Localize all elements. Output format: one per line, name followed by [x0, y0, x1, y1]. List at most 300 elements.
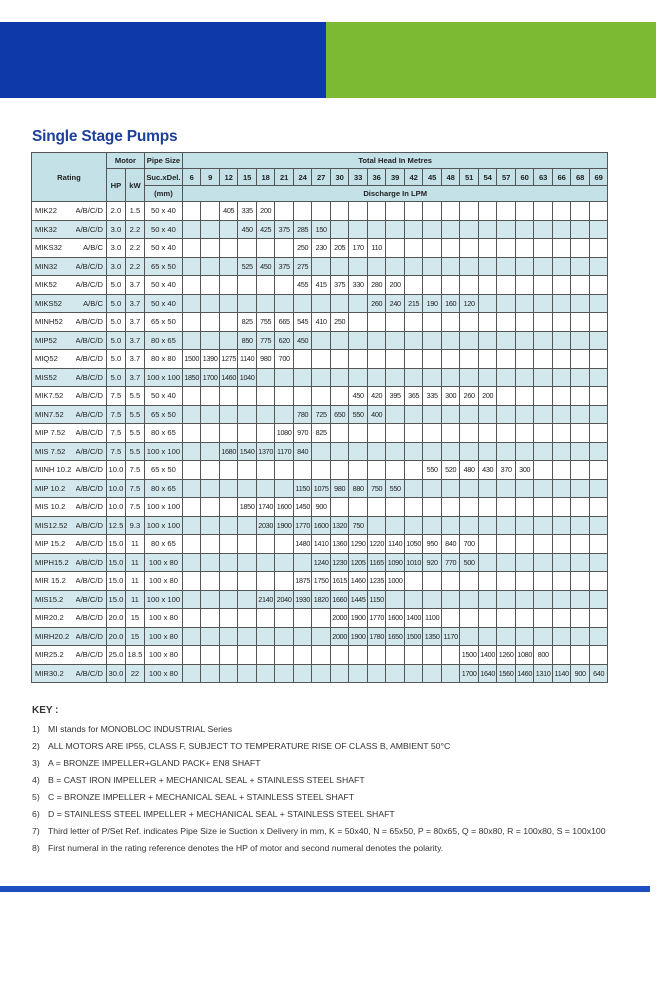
variant-cell: A/B/C/D [76, 535, 107, 554]
discharge-cell [330, 387, 349, 406]
table-row [32, 294, 608, 313]
discharge-cell [441, 276, 460, 295]
total-head-header: Total Head In Metres [182, 153, 608, 169]
kw-cell: 7.5 [125, 461, 144, 480]
head-col: 68 [571, 169, 590, 186]
discharge-cell [534, 313, 553, 332]
hp-cell: 3.0 [106, 239, 125, 258]
discharge-cell [497, 516, 516, 535]
discharge-cell [386, 202, 405, 221]
discharge-cell [219, 479, 238, 498]
discharge-cell: 750 [367, 479, 386, 498]
discharge-cell [441, 239, 460, 258]
model-cell: MIN7.52 [32, 405, 76, 424]
variant-cell: A/B/C/D [76, 405, 107, 424]
hp-cell: 10.0 [106, 479, 125, 498]
discharge-cell: 1600 [386, 609, 405, 628]
discharge-cell [219, 294, 238, 313]
discharge-cell [219, 461, 238, 480]
model-cell: MIK52 [32, 276, 76, 295]
discharge-cell [330, 461, 349, 480]
discharge-cell [404, 257, 423, 276]
discharge-cell [293, 294, 312, 313]
discharge-cell [182, 590, 201, 609]
discharge-cell: 650 [330, 405, 349, 424]
head-col: 30 [330, 169, 349, 186]
discharge-cell [404, 220, 423, 239]
head-col: 33 [349, 169, 368, 186]
table-row [32, 609, 608, 628]
discharge-cell [552, 387, 571, 406]
discharge-cell: 1320 [330, 516, 349, 535]
discharge-cell [404, 424, 423, 443]
discharge-cell [589, 535, 608, 554]
discharge-cell [238, 590, 257, 609]
discharge-cell [552, 424, 571, 443]
discharge-cell [349, 313, 368, 332]
discharge-cell [201, 479, 220, 498]
discharge-cell [441, 516, 460, 535]
discharge-cell [404, 479, 423, 498]
pipe-size-cell: 100 x 80 [144, 572, 182, 591]
discharge-cell [275, 572, 294, 591]
discharge-cell [293, 387, 312, 406]
key-text: First numeral in the rating reference denotes the HP of motor and second numeral denotes the polarity. [48, 843, 444, 853]
discharge-cell: 450 [238, 220, 257, 239]
discharge-cell [423, 202, 442, 221]
discharge-cell [238, 294, 257, 313]
discharge-cell: 1100 [423, 609, 442, 628]
discharge-cell [571, 553, 590, 572]
discharge-cell: 620 [275, 331, 294, 350]
discharge-cell [515, 313, 534, 332]
discharge-cell [219, 276, 238, 295]
key-item [32, 758, 632, 770]
discharge-cell: 2000 [330, 627, 349, 646]
motor-header: Motor [106, 153, 144, 169]
discharge-cell: 1150 [367, 590, 386, 609]
discharge-cell: 1090 [386, 553, 405, 572]
discharge-cell [349, 442, 368, 461]
discharge-cell [423, 405, 442, 424]
discharge-cell [330, 220, 349, 239]
discharge-cell [349, 331, 368, 350]
discharge-cell [275, 479, 294, 498]
discharge-cell [552, 627, 571, 646]
discharge-cell [589, 350, 608, 369]
pipe-size-cell: 100 x 80 [144, 646, 182, 665]
pipe-size-cell: 80 x 65 [144, 331, 182, 350]
discharge-cell [534, 202, 553, 221]
discharge-cell [441, 498, 460, 517]
discharge-cell [367, 646, 386, 665]
table-row [32, 239, 608, 258]
discharge-cell [478, 498, 497, 517]
discharge-cell [367, 442, 386, 461]
head-col: 39 [386, 169, 405, 186]
discharge-cell [571, 627, 590, 646]
discharge-cell: 980 [330, 479, 349, 498]
discharge-cell [386, 313, 405, 332]
discharge-cell [349, 220, 368, 239]
discharge-cell: 840 [441, 535, 460, 554]
discharge-cell [478, 609, 497, 628]
hp-cell: 5.0 [106, 331, 125, 350]
discharge-cell [219, 257, 238, 276]
variant-cell: A/B/C [76, 239, 107, 258]
discharge-cell [201, 627, 220, 646]
discharge-cell [349, 368, 368, 387]
hp-cell: 3.0 [106, 220, 125, 239]
discharge-cell: 2030 [256, 516, 275, 535]
discharge-cell [238, 609, 257, 628]
page-title: Single Stage Pumps [32, 128, 178, 145]
discharge-cell [552, 516, 571, 535]
discharge-cell [460, 368, 479, 387]
discharge-cell [330, 257, 349, 276]
discharge-cell [441, 664, 460, 683]
discharge-cell [182, 498, 201, 517]
discharge-cell: 1075 [312, 479, 331, 498]
discharge-cell [534, 609, 553, 628]
discharge-cell [312, 627, 331, 646]
key-item [32, 826, 632, 838]
discharge-cell [349, 257, 368, 276]
discharge-cell [386, 368, 405, 387]
discharge-cell [460, 572, 479, 591]
discharge-cell [219, 313, 238, 332]
kw-cell: 3.7 [125, 331, 144, 350]
discharge-cell: 1900 [349, 609, 368, 628]
discharge-cell [330, 368, 349, 387]
discharge-cell [201, 572, 220, 591]
discharge-cell [404, 350, 423, 369]
discharge-cell: 450 [293, 331, 312, 350]
discharge-cell [293, 627, 312, 646]
suc-del-header: Suc.xDel. [144, 169, 182, 186]
head-col: 60 [515, 169, 534, 186]
key-item [32, 724, 632, 736]
discharge-cell [589, 572, 608, 591]
discharge-cell: 1640 [478, 664, 497, 683]
discharge-cell: 1350 [423, 627, 442, 646]
kw-cell: 18.5 [125, 646, 144, 665]
discharge-cell [515, 424, 534, 443]
discharge-cell [497, 498, 516, 517]
discharge-cell: 1260 [497, 646, 516, 665]
discharge-cell [201, 609, 220, 628]
discharge-cell [441, 257, 460, 276]
discharge-cell [238, 646, 257, 665]
discharge-cell: 900 [571, 664, 590, 683]
variant-cell: A/B/C/D [76, 276, 107, 295]
discharge-cell: 275 [293, 257, 312, 276]
discharge-cell [201, 461, 220, 480]
discharge-cell: 150 [312, 220, 331, 239]
discharge-cell: 160 [441, 294, 460, 313]
discharge-cell: 1560 [497, 664, 516, 683]
discharge-cell: 1615 [330, 572, 349, 591]
pipe-size-cell: 50 x 40 [144, 294, 182, 313]
discharge-cell [552, 535, 571, 554]
discharge-cell [497, 553, 516, 572]
discharge-cell: 1170 [441, 627, 460, 646]
discharge-cell [589, 479, 608, 498]
discharge-cell [256, 368, 275, 387]
discharge-cell [571, 387, 590, 406]
discharge-cell [552, 331, 571, 350]
kw-cell: 11 [125, 572, 144, 591]
discharge-cell [293, 202, 312, 221]
discharge-cell [182, 479, 201, 498]
head-col: 9 [201, 169, 220, 186]
discharge-cell [534, 294, 553, 313]
discharge-cell [460, 590, 479, 609]
discharge-cell: 2040 [275, 590, 294, 609]
discharge-cell [201, 516, 220, 535]
key-number: 2) [32, 741, 40, 751]
head-col: 63 [534, 169, 553, 186]
discharge-cell: 1500 [404, 627, 423, 646]
discharge-cell [534, 442, 553, 461]
discharge-cell [497, 627, 516, 646]
model-cell: MIKS32 [32, 239, 76, 258]
key-text: MI stands for MONOBLOC INDUSTRIAL Series [48, 724, 233, 734]
kw-cell: 11 [125, 535, 144, 554]
discharge-cell: 430 [478, 461, 497, 480]
discharge-cell [589, 424, 608, 443]
discharge-cell [478, 590, 497, 609]
discharge-cell [423, 331, 442, 350]
discharge-cell [238, 276, 257, 295]
discharge-cell [312, 646, 331, 665]
model-cell: MIN32 [32, 257, 76, 276]
discharge-cell [386, 220, 405, 239]
discharge-cell [552, 590, 571, 609]
discharge-cell [571, 646, 590, 665]
discharge-cell [367, 498, 386, 517]
table-row [32, 442, 608, 461]
discharge-cell [367, 424, 386, 443]
model-cell: MIP 7.52 [32, 424, 76, 443]
discharge-cell: 800 [534, 646, 553, 665]
pipe-size-cell: 50 x 40 [144, 276, 182, 295]
pipe-size-cell: 50 x 40 [144, 387, 182, 406]
discharge-cell [460, 350, 479, 369]
discharge-cell [423, 368, 442, 387]
discharge-cell [441, 424, 460, 443]
variant-cell: A/B/C/D [76, 553, 107, 572]
header-row-2 [32, 169, 608, 186]
discharge-cell [534, 387, 553, 406]
table-row [32, 405, 608, 424]
discharge-cell [460, 516, 479, 535]
discharge-cell [497, 239, 516, 258]
discharge-cell [182, 276, 201, 295]
pipe-size-cell: 80 x 65 [144, 479, 182, 498]
discharge-cell [256, 609, 275, 628]
discharge-cell [497, 479, 516, 498]
discharge-cell [238, 479, 257, 498]
discharge-cell [423, 424, 442, 443]
discharge-cell: 1400 [478, 646, 497, 665]
discharge-cell [497, 424, 516, 443]
model-cell: MIR30.2 [32, 664, 76, 683]
discharge-cell: 1480 [293, 535, 312, 554]
discharge-cell [312, 368, 331, 387]
discharge-cell [589, 442, 608, 461]
pipe-size-cell: 65 x 50 [144, 257, 182, 276]
discharge-cell [460, 627, 479, 646]
discharge-cell [312, 331, 331, 350]
discharge-cell [349, 498, 368, 517]
discharge-cell [256, 664, 275, 683]
model-cell: MIP 10.2 [32, 479, 76, 498]
discharge-cell [293, 368, 312, 387]
hp-cell: 30.0 [106, 664, 125, 683]
discharge-cell: 1740 [256, 498, 275, 517]
discharge-cell [238, 516, 257, 535]
discharge-cell [404, 313, 423, 332]
variant-cell: A/B/C/D [76, 479, 107, 498]
kw-cell: 5.5 [125, 405, 144, 424]
discharge-cell [386, 461, 405, 480]
discharge-cell [182, 257, 201, 276]
discharge-cell [534, 627, 553, 646]
discharge-cell: 2000 [330, 609, 349, 628]
discharge-cell: 1700 [201, 368, 220, 387]
discharge-cell [571, 276, 590, 295]
pipe-size-cell: 80 x 65 [144, 424, 182, 443]
discharge-cell [589, 331, 608, 350]
discharge-cell [256, 553, 275, 572]
discharge-cell [441, 442, 460, 461]
discharge-cell [330, 331, 349, 350]
discharge-cell [404, 331, 423, 350]
discharge-cell [275, 646, 294, 665]
discharge-cell [515, 479, 534, 498]
discharge-cell [275, 609, 294, 628]
discharge-cell [219, 516, 238, 535]
head-col: 51 [460, 169, 479, 186]
discharge-cell [515, 276, 534, 295]
discharge-cell [515, 368, 534, 387]
discharge-cell: 330 [349, 276, 368, 295]
discharge-cell [256, 535, 275, 554]
kw-cell: 15 [125, 609, 144, 628]
discharge-cell [201, 257, 220, 276]
model-cell: MIK32 [32, 220, 76, 239]
discharge-cell [275, 276, 294, 295]
discharge-cell [589, 257, 608, 276]
head-col: 6 [182, 169, 201, 186]
discharge-cell: 950 [423, 535, 442, 554]
hp-cell: 15.0 [106, 535, 125, 554]
discharge-cell: 755 [256, 313, 275, 332]
table-row [32, 627, 608, 646]
discharge-cell [219, 498, 238, 517]
hp-cell: 3.0 [106, 257, 125, 276]
discharge-cell [497, 535, 516, 554]
variant-cell: A/B/C/D [76, 516, 107, 535]
discharge-cell [478, 294, 497, 313]
key-number: 8) [32, 843, 40, 853]
key-section [32, 705, 632, 860]
discharge-cell: 1850 [238, 498, 257, 517]
discharge-cell: 120 [460, 294, 479, 313]
kw-cell: 22 [125, 664, 144, 683]
discharge-cell: 450 [349, 387, 368, 406]
discharge-cell [201, 331, 220, 350]
discharge-cell: 1460 [349, 572, 368, 591]
discharge-cell [330, 294, 349, 313]
discharge-cell [386, 498, 405, 517]
discharge-cell: 1650 [386, 627, 405, 646]
discharge-cell [478, 276, 497, 295]
discharge-cell: 205 [330, 239, 349, 258]
variant-cell: A/B/C/D [76, 664, 107, 683]
discharge-cell [441, 368, 460, 387]
discharge-cell: 1400 [404, 609, 423, 628]
discharge-cell: 1205 [349, 553, 368, 572]
variant-cell: A/B/C/D [76, 350, 107, 369]
discharge-cell: 1000 [386, 572, 405, 591]
hp-cell: 7.5 [106, 387, 125, 406]
kw-cell: 1.5 [125, 202, 144, 221]
discharge-cell: 425 [256, 220, 275, 239]
discharge-cell: 1040 [238, 368, 257, 387]
head-col: 69 [589, 169, 608, 186]
discharge-cell: 1230 [330, 553, 349, 572]
head-col: 42 [404, 169, 423, 186]
discharge-cell [571, 331, 590, 350]
discharge-cell [571, 479, 590, 498]
discharge-cell [571, 516, 590, 535]
table-row [32, 276, 608, 295]
pipe-size-cell: 100 x 100 [144, 498, 182, 517]
discharge-cell [404, 442, 423, 461]
table-row [32, 424, 608, 443]
discharge-cell: 450 [256, 257, 275, 276]
discharge-cell [386, 405, 405, 424]
discharge-cell [571, 405, 590, 424]
key-item [32, 741, 632, 753]
discharge-cell: 110 [367, 239, 386, 258]
discharge-cell [497, 387, 516, 406]
discharge-cell [312, 461, 331, 480]
discharge-cell [423, 498, 442, 517]
discharge-cell [497, 590, 516, 609]
model-cell: MIRH20.2 [32, 627, 76, 646]
discharge-cell: 405 [219, 202, 238, 221]
discharge-cell [349, 461, 368, 480]
discharge-cell: 700 [275, 350, 294, 369]
discharge-cell [571, 257, 590, 276]
discharge-cell [256, 572, 275, 591]
discharge-cell [460, 276, 479, 295]
hp-cell: 7.5 [106, 442, 125, 461]
discharge-cell: 300 [515, 461, 534, 480]
discharge-cell [367, 368, 386, 387]
kw-cell: 2.2 [125, 239, 144, 258]
discharge-cell [497, 368, 516, 387]
discharge-cell [312, 350, 331, 369]
discharge-cell [182, 331, 201, 350]
discharge-cell: 775 [256, 331, 275, 350]
discharge-cell [460, 405, 479, 424]
discharge-cell [219, 572, 238, 591]
key-item [32, 775, 632, 787]
